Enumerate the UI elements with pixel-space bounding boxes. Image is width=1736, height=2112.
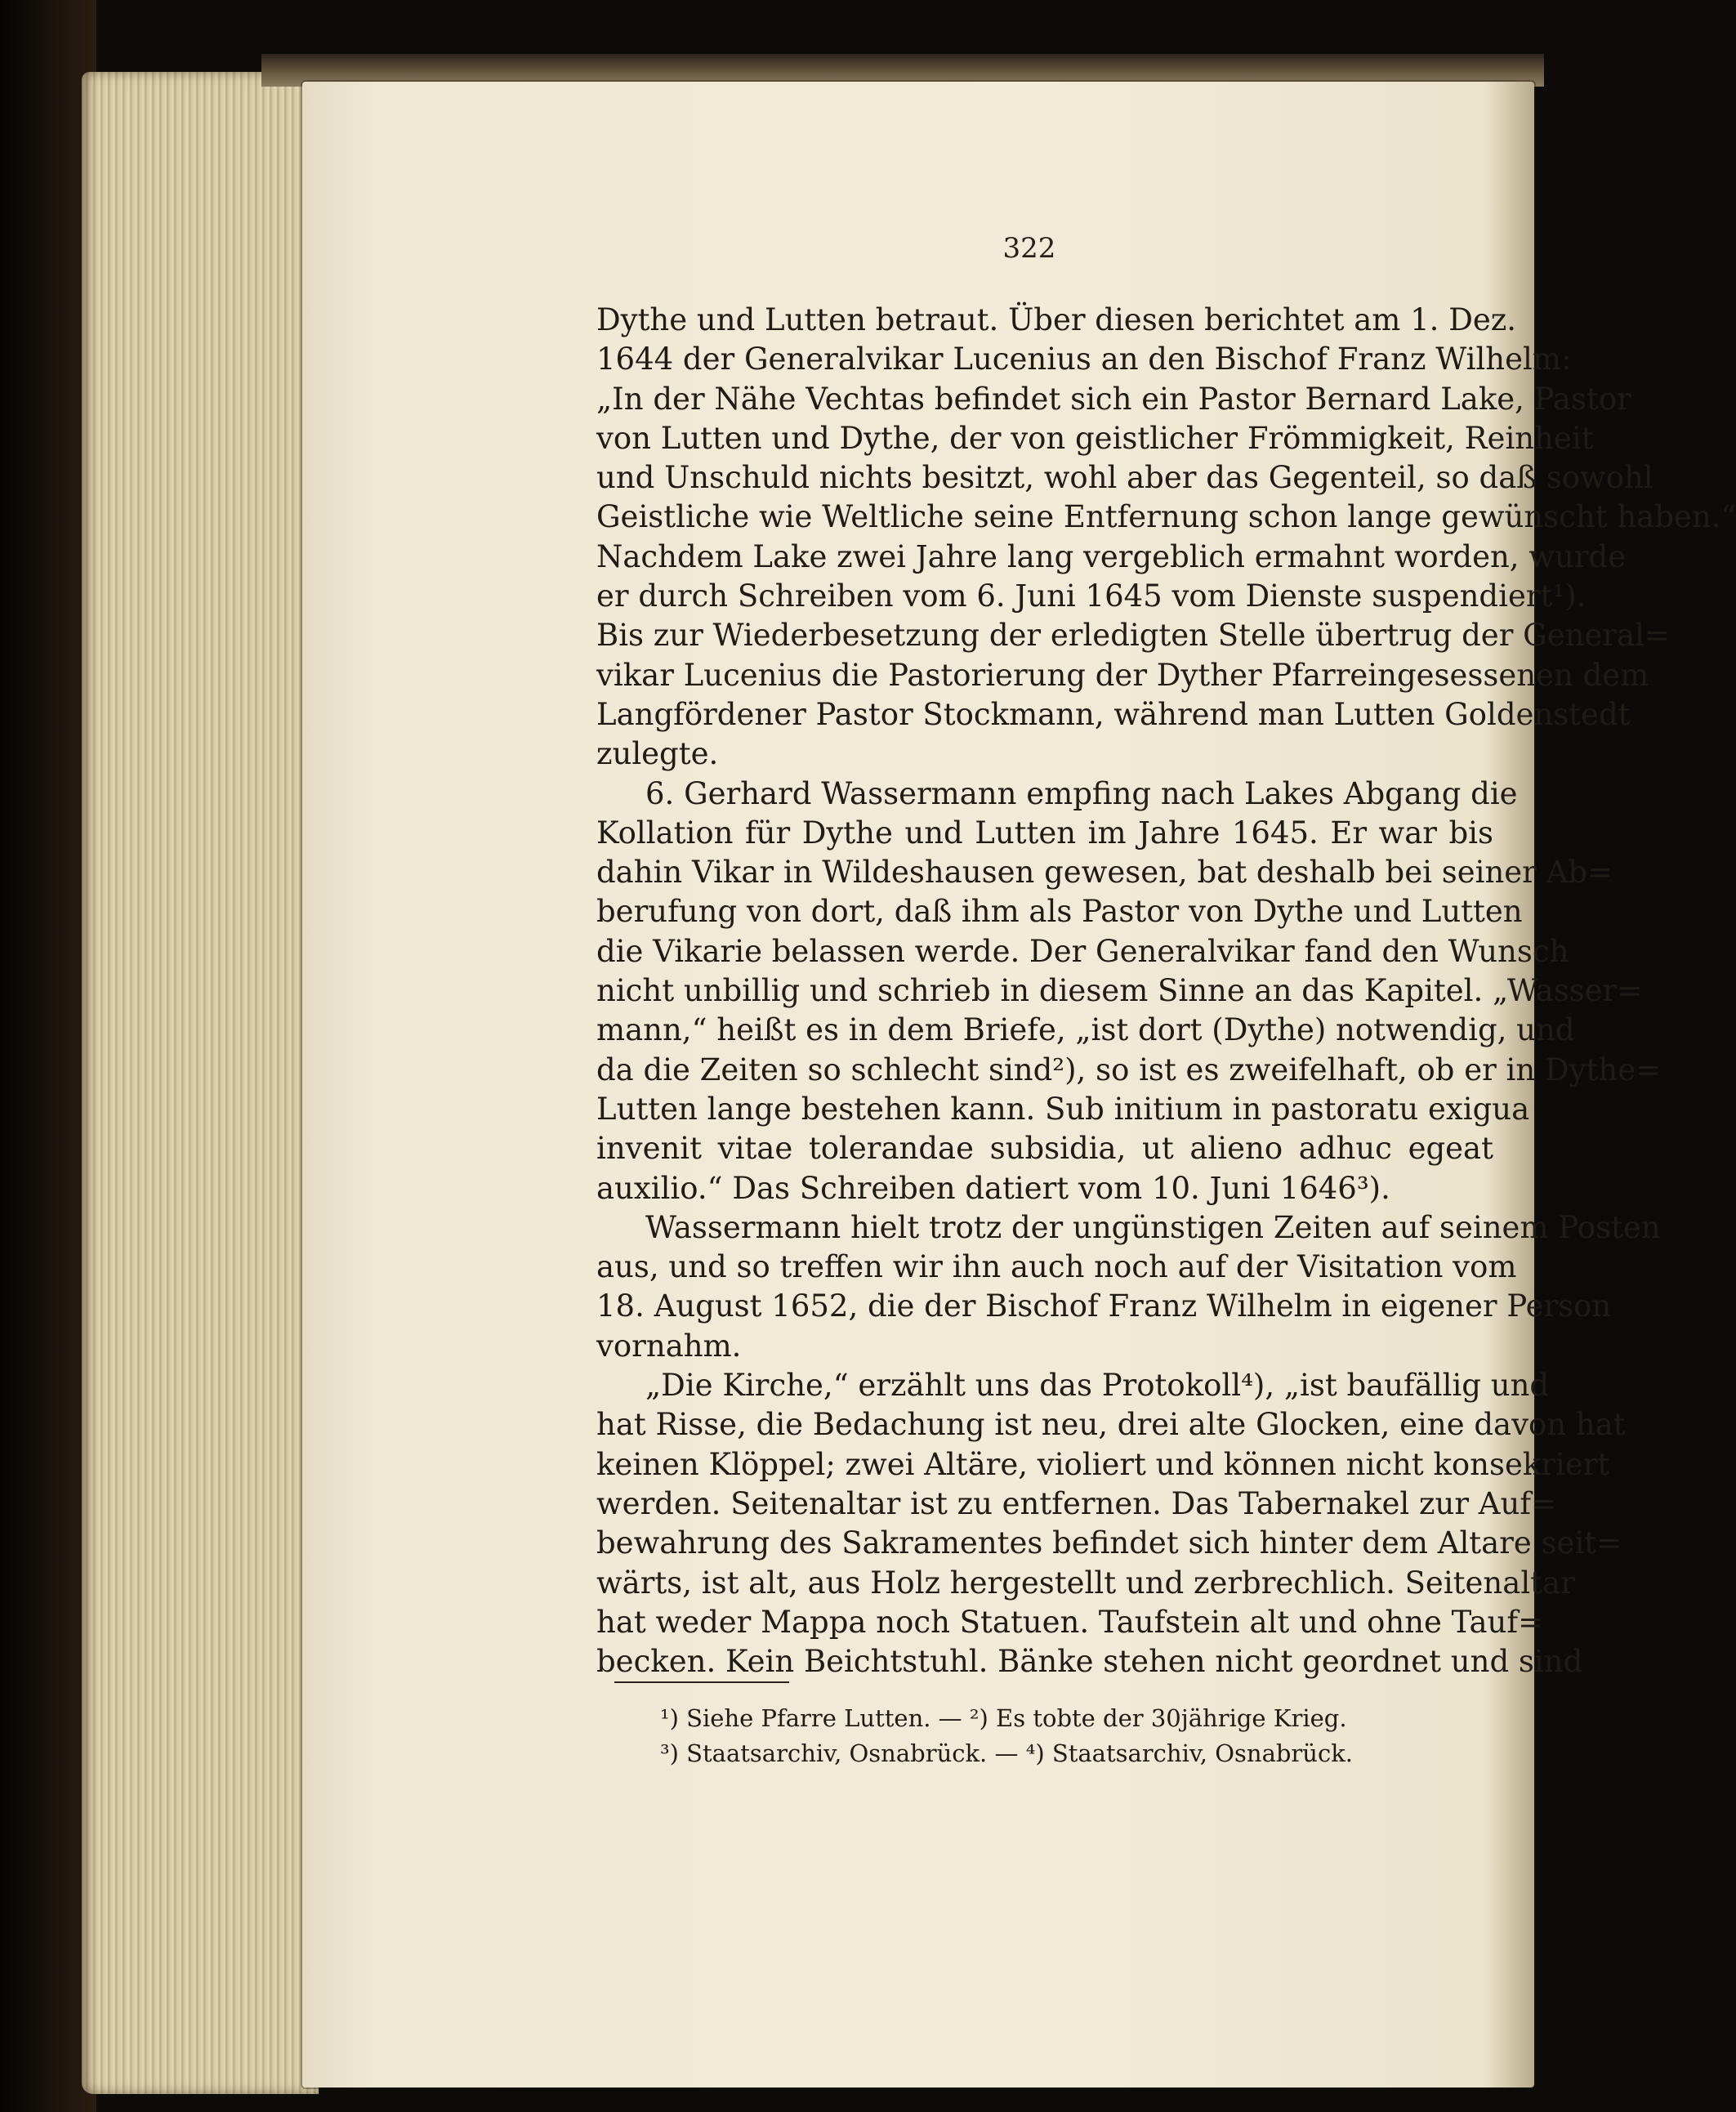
page-edges-stack xyxy=(82,72,319,2094)
text-line: nicht unbillig und schrieb in diesem Sinne an das Kapitel. „Wasser= xyxy=(596,973,1643,1009)
body-text xyxy=(596,301,1736,1681)
text-line: „Die Kirche,“ erzählt uns das Protokoll⁴), „ist baufällig und xyxy=(645,1368,1550,1404)
text-line: von Lutten und Dythe, der von geistlicher Frömmigkeit, Reinheit xyxy=(596,420,1594,456)
text-line: Bis zur Wiederbesetzung der erledigten Stelle übertrug der General= xyxy=(596,618,1670,654)
text-line: 6. Gerhard Wassermann empfing nach Lakes Abgang die xyxy=(645,775,1518,811)
text-line: Dythe und Lutten betraut. Über diesen berichtet am 1. Dez. xyxy=(596,302,1517,337)
text-line: da die Zeiten so schlecht sind²), so ist es zweifelhaft, ob er in Dythe= xyxy=(596,1052,1662,1087)
text-line: zulegte. xyxy=(596,736,719,772)
text-line: Nachdem Lake zwei Jahre lang vergeblich ermahnt worden, wurde xyxy=(596,538,1627,574)
text-line: 18. August 1652, die der Bischof Franz Wilhelm in eigener Person xyxy=(596,1288,1612,1324)
text-line: vikar Lucenius die Pastorierung der Dyther Pfarreingesessenen dem xyxy=(596,657,1649,693)
text-line: hat weder Mappa noch Statuen. Taufstein alt und ohne Tauf= xyxy=(596,1604,1544,1640)
text-line: Langfördener Pastor Stockmann, während man Lutten Goldenstedt xyxy=(596,696,1631,732)
text-line: berufung von dort, daß ihm als Pastor von Dythe und Lutten xyxy=(596,894,1523,930)
text-line: auxilio.“ Das Schreiben datiert vom 10. Juni 1646³). xyxy=(596,1170,1390,1206)
text-line: mann,“ heißt es in dem Briefe, „ist dort (Dythe) notwendig, und xyxy=(596,1012,1575,1048)
text-line: wärts, ist alt, aus Holz hergestellt und zerbrechlich. Seitenaltar xyxy=(596,1565,1575,1601)
text-line: aus, und so treffen wir ihn auch noch auf der Visitation vom xyxy=(596,1249,1517,1285)
text-line: Geistliche wie Weltliche seine Entfernung schon lange gewünscht haben.“ xyxy=(596,499,1736,535)
page-number: 322 xyxy=(1002,232,1056,265)
text-line: Kollation für Dythe und Lutten im Jahre 1645. Er war bis xyxy=(596,815,1493,851)
text-line: dahin Vikar in Wildeshausen gewesen, bat deshalb bei seiner Ab= xyxy=(596,855,1613,891)
text-line: werden. Seitenaltar ist zu entfernen. Das Tabernakel zur Auf= xyxy=(596,1485,1557,1521)
footnote-line: ¹) Siehe Pfarre Lutten. — ²) Es tobte der 30jährige Krieg. xyxy=(660,1704,1347,1732)
text-line: er durch Schreiben vom 6. Juni 1645 vom Dienste suspendiert¹). xyxy=(596,578,1586,614)
footnote-line: ³) Staatsarchiv, Osnabrück. — ⁴) Staatsarchiv, Osnabrück. xyxy=(660,1739,1353,1767)
text-line: Lutten lange bestehen kann. Sub initium in pastoratu exigua xyxy=(596,1091,1530,1127)
text-line: „In der Nähe Vechtas befindet sich ein Pastor Bernard Lake, Pastor xyxy=(596,381,1631,417)
footnote-divider xyxy=(614,1681,789,1683)
text-line: die Vikarie belassen werde. Der Generalvikar fand den Wunsch xyxy=(596,933,1569,969)
text-line: invenit vitae tolerandae subsidia, ut alieno adhuc egeat xyxy=(596,1131,1493,1167)
text-line: hat Risse, die Bedachung ist neu, drei alte Glocken, eine davon hat xyxy=(596,1407,1626,1443)
text-line: 1644 der Generalvikar Lucenius an den Bischof Franz Wilhelm: xyxy=(596,342,1572,377)
text-line: bewahrung des Sakramentes befindet sich hinter dem Altare seit= xyxy=(596,1525,1622,1561)
text-line: vornahm. xyxy=(596,1328,742,1364)
text-line: Wassermann hielt trotz der ungünstigen Zeiten auf seinem Posten xyxy=(645,1209,1661,1245)
text-line: becken. Kein Beichtstuhl. Bänke stehen nicht geordnet und sind xyxy=(596,1644,1583,1680)
text-line: und Unschuld nichts besitzt, wohl aber das Gegenteil, so daß sowohl xyxy=(596,460,1653,496)
text-line: keinen Klöppel; zwei Altäre, violiert und können nicht konsekriert xyxy=(596,1446,1610,1482)
footnotes xyxy=(660,1701,1444,1771)
